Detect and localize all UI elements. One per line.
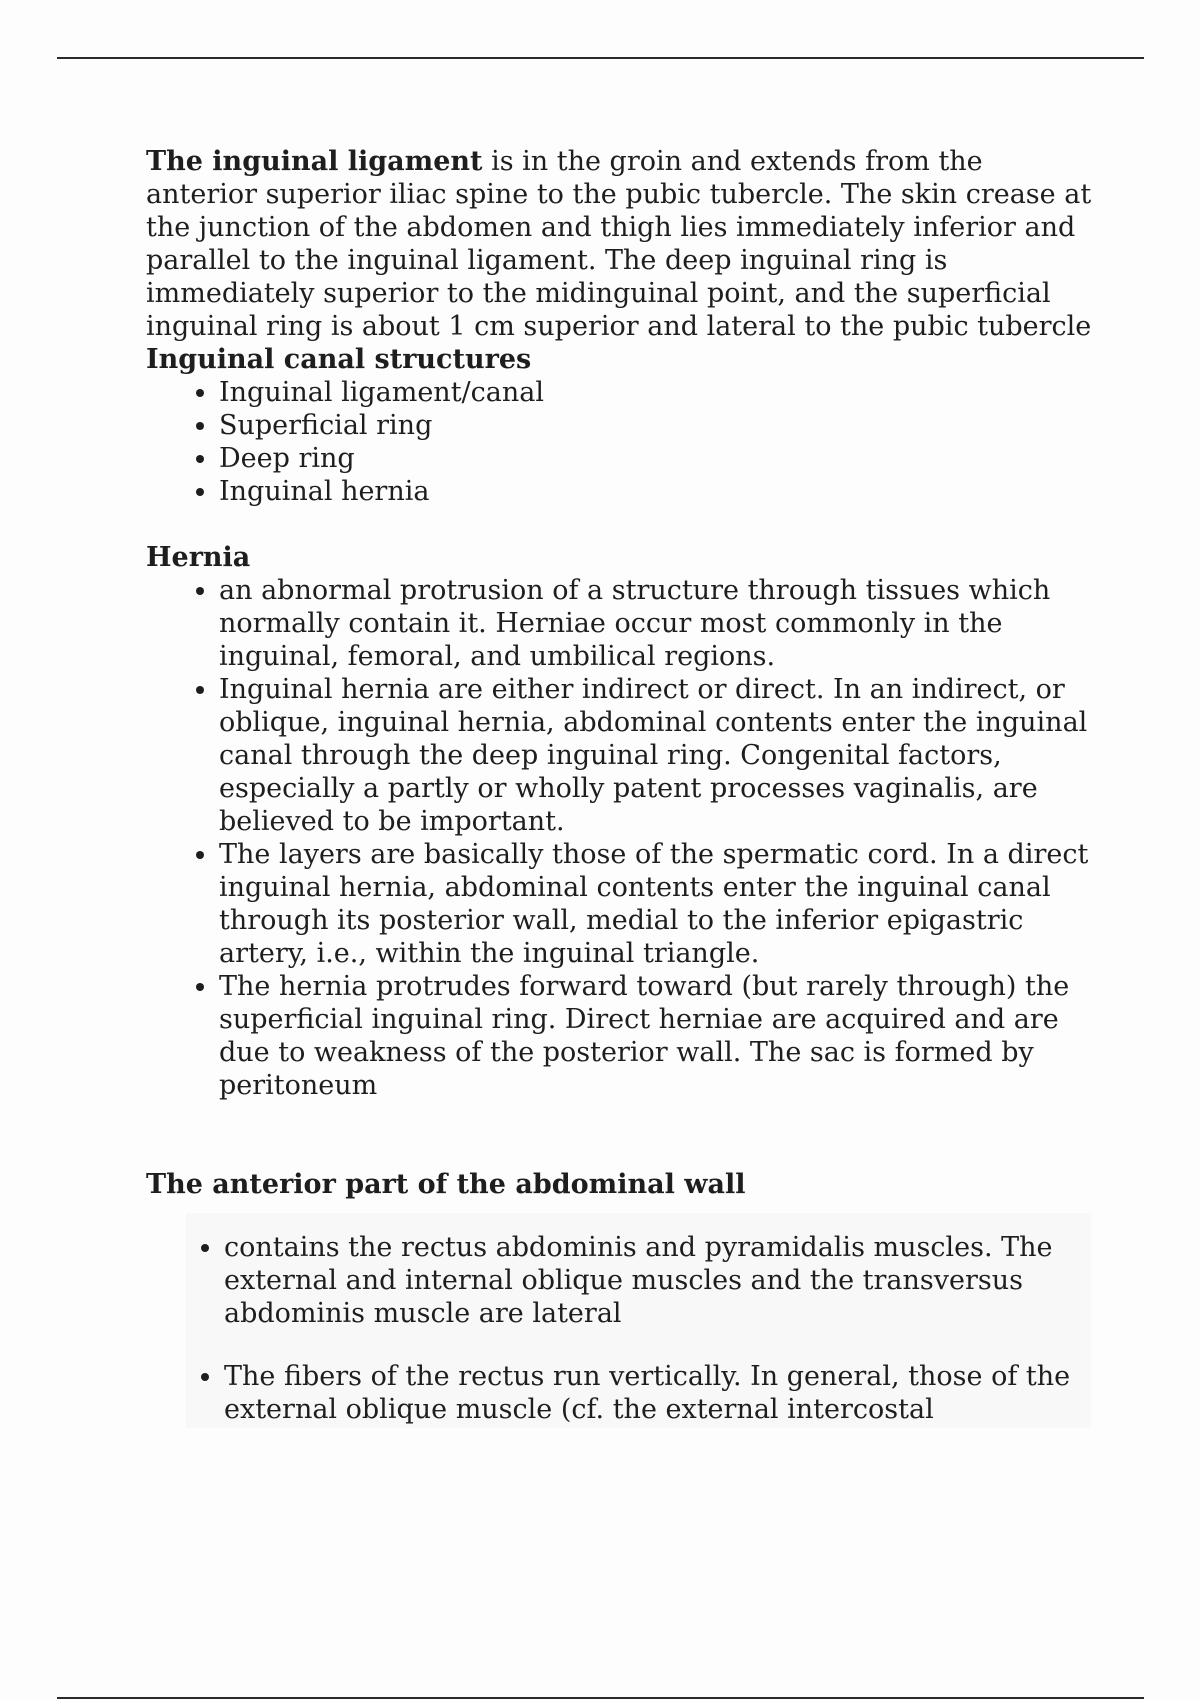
list-item: • The hernia protrudes forward toward (but rarely through) the superficial inguinal ring. Direct herniae are acquired and are due to weakness of the posterior wall. The sac is formed by peritoneum	[219, 970, 1096, 1102]
anterior-heading: The anterior part of the abdominal wall	[146, 1169, 746, 1200]
list-item: • The layers are basically those of the spermatic cord. In a direct inguinal hernia, abdominal contents enter the inguinal canal through its posterior wall, medial to the inferior epigastric artery, i.e., within the inguinal triangle.	[219, 838, 1096, 970]
list-item: • Inguinal hernia	[219, 475, 1096, 508]
bottom-rule	[57, 1697, 1144, 1699]
list-item: • contains the rectus abdominis and pyramidalis muscles. The external and internal oblique muscles and the transversus abdominis muscle are lateral	[224, 1231, 1091, 1330]
intro-paragraph	[146, 145, 1096, 343]
anterior-list	[186, 1231, 1091, 1426]
canal-list	[146, 376, 1096, 508]
hernia-list	[146, 574, 1096, 1102]
list-item: • Deep ring	[219, 442, 1096, 475]
list-item: • The fibers of the rectus run vertically. In general, those of the external oblique muscle (cf. the external intercostal	[224, 1360, 1091, 1426]
top-rule	[57, 57, 1144, 59]
list-item: • Inguinal ligament/canal	[219, 376, 1096, 409]
list-item: • an abnormal protrusion of a structure through tissues which normally contain it. Herniae occur most commonly in the inguinal, femoral, and umbilical regions.	[219, 574, 1096, 673]
canal-heading: Inguinal canal structures	[146, 344, 532, 375]
spacer	[146, 508, 1096, 541]
intro-text: is in the groin and extends from the anterior superior iliac spine to the pubic tubercle. The skin crease at the junction of the abdomen and thigh lies immediately inferior and parallel to the inguinal ligament. The deep inguinal ring is immediately superior to the midinguinal point, and the superficial inguinal ring is about 1 cm superior and lateral to the pubic tubercle	[146, 146, 1092, 342]
anterior-panel	[186, 1213, 1091, 1428]
intro-bold-lead: The inguinal ligament	[146, 146, 483, 177]
hernia-heading: Hernia	[146, 542, 251, 573]
spacer	[146, 1102, 1096, 1168]
list-item: • Superficial ring	[219, 409, 1096, 442]
list-item: • Inguinal hernia are either indirect or direct. In an indirect, or oblique, inguinal hernia, abdominal contents enter the inguinal canal through the deep inguinal ring. Congenital factors, especially a partly or wholly patent processes vaginalis, are believed to be important.	[219, 673, 1096, 838]
document-body	[146, 145, 1096, 1428]
